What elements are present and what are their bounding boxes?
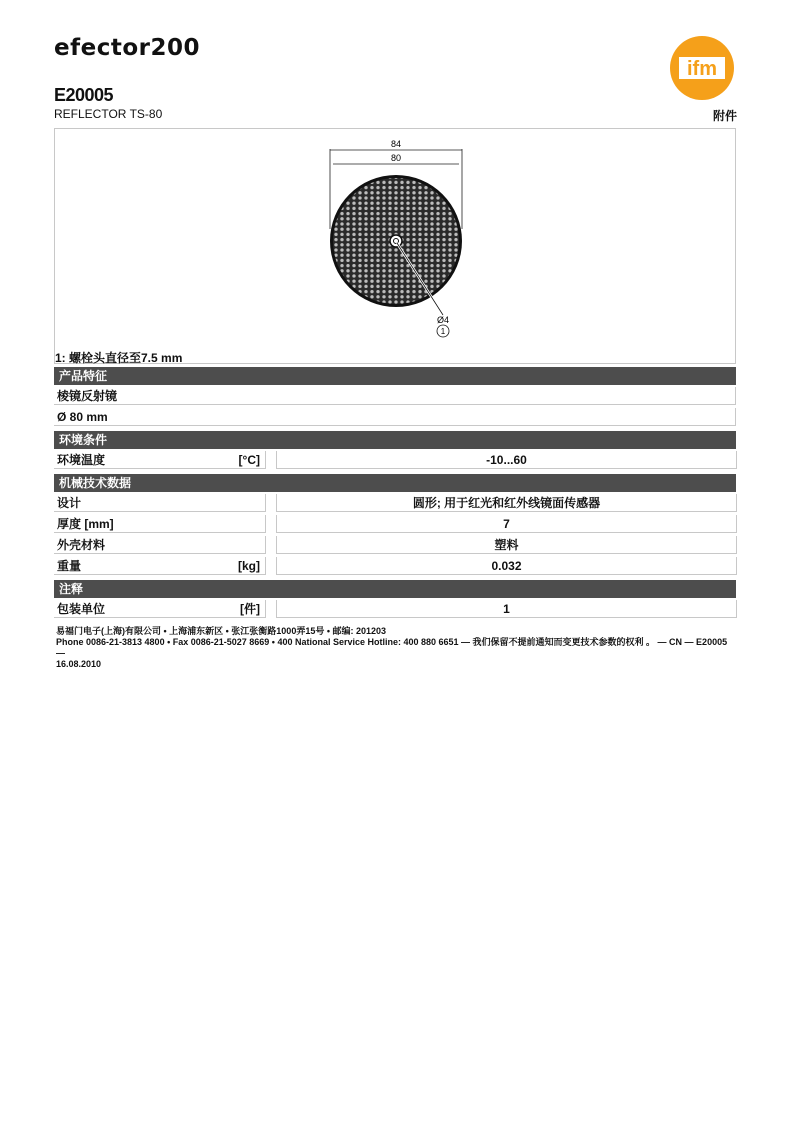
ambient-temp-unit: [°C] xyxy=(238,453,260,467)
dim-hole: Ø4 xyxy=(436,315,450,325)
feature-1-text: 棱镜反射镜 xyxy=(57,389,118,403)
logo-text: ifm xyxy=(687,58,717,80)
product-name: REFLECTOR TS-80 xyxy=(54,107,163,121)
pack-unit-unit: [件] xyxy=(240,602,260,616)
thickness-value: 7 xyxy=(276,515,737,533)
section-environment: 环境条件 xyxy=(54,431,736,449)
row-design xyxy=(54,494,736,512)
ambient-temp-label: 环境温度 xyxy=(57,453,106,467)
row-ambient-temp xyxy=(54,451,736,469)
pack-unit-label: 包装单位 xyxy=(57,602,106,616)
row-thickness xyxy=(54,515,736,533)
design-value: 圆形; 用于红光和红外线镜面传感器 xyxy=(276,494,737,512)
housing-label: 外壳材料 xyxy=(57,538,106,552)
weight-value: 0.032 xyxy=(276,557,737,575)
product-category: 附件 xyxy=(712,109,737,123)
weight-label: 重量 xyxy=(57,559,82,573)
reflector-drawing xyxy=(177,133,607,347)
dimension-drawing xyxy=(54,128,736,364)
brand-wordmark: efector200 xyxy=(54,35,200,61)
feature-row-1 xyxy=(54,387,736,405)
dim-outer: 84 xyxy=(390,139,402,149)
section-notes: 注释 xyxy=(54,580,736,598)
row-pack-unit xyxy=(54,600,736,618)
ambient-temp-value: -10...60 xyxy=(276,451,737,469)
dim-inner: 80 xyxy=(390,153,402,163)
figure-caption: 1: 螺栓头直径至7.5 mm xyxy=(55,351,183,365)
footer-date: 16.08.2010 xyxy=(56,659,102,669)
product-code: E20005 xyxy=(54,85,114,105)
footer xyxy=(56,626,736,670)
housing-value: 塑料 xyxy=(276,536,737,554)
callout-number: 1 xyxy=(440,327,446,336)
footer-address: 易福门电子(上海)有限公司 • 上海浦东新区 • 张江张衡路1000弄15号 • 邮编: 201203 xyxy=(56,626,387,636)
section-mechanical: 机械技术数据 xyxy=(54,474,736,492)
section-features: 产品特征 xyxy=(54,367,736,385)
feature-row-2 xyxy=(54,408,736,426)
ifm-logo xyxy=(669,35,735,101)
footer-contact: Phone 0086-21-3813 4800 • Fax 0086-21-5027 8669 • 400 National Service Hotline: 400 880 6651 — 我们保留不提前通知而变更技术参数的权利 。 — CN — E20005 — xyxy=(56,637,728,658)
weight-unit: [kg] xyxy=(238,559,260,573)
row-weight xyxy=(54,557,736,575)
pack-unit-value: 1 xyxy=(276,600,737,618)
design-label: 设计 xyxy=(57,496,82,510)
row-housing xyxy=(54,536,736,554)
feature-2-text: Ø 80 mm xyxy=(57,410,108,424)
thickness-label: 厚度 [mm] xyxy=(57,517,114,531)
